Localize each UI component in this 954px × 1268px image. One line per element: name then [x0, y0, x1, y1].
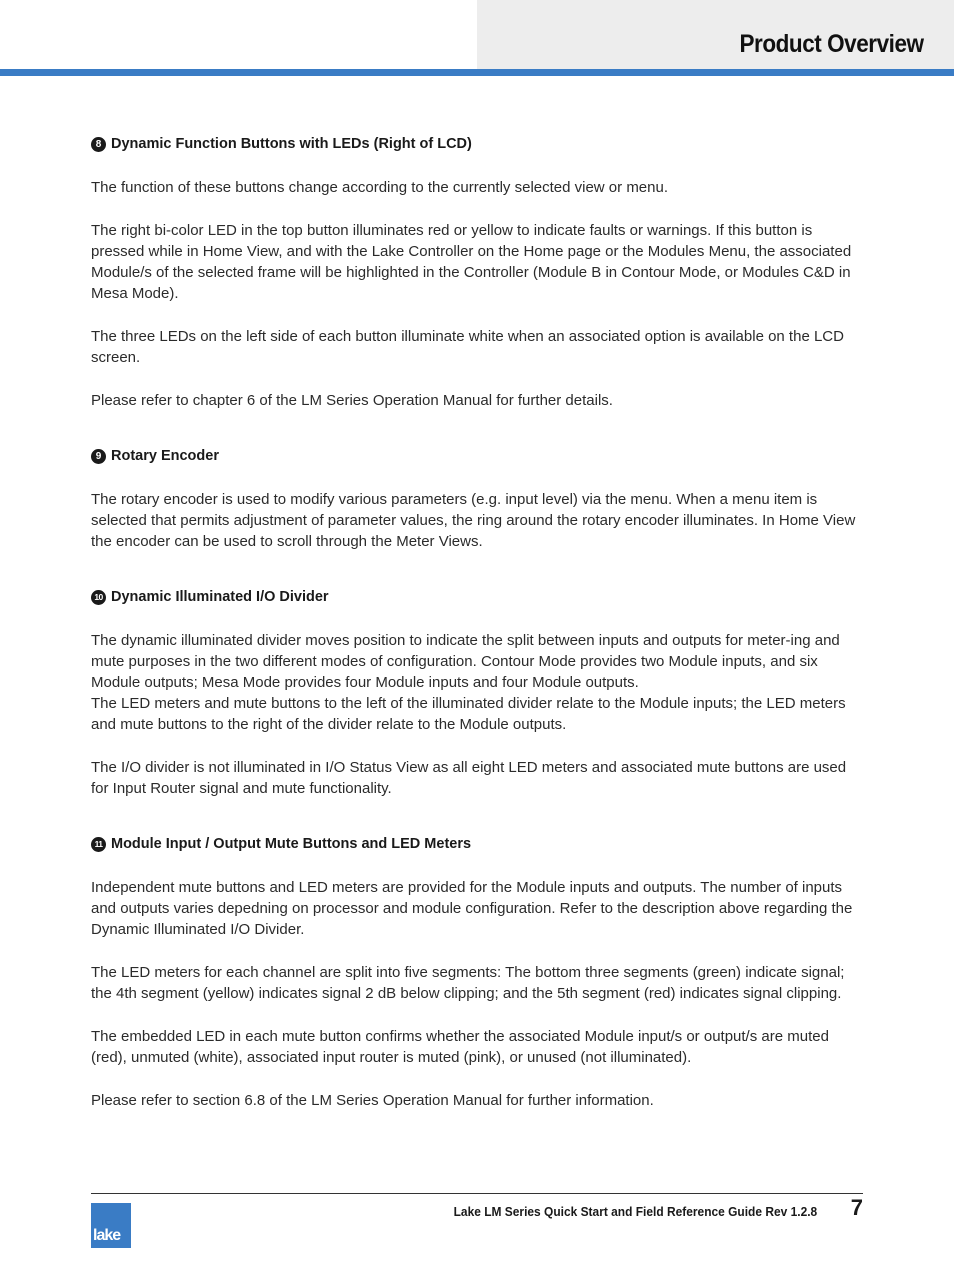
paragraph: The function of these buttons change according to the currently selected view or menu. [91, 179, 669, 196]
page-number: 7 [850, 1195, 863, 1220]
number-11-badge: 11 [91, 837, 106, 852]
main-content [91, 134, 863, 1146]
section-heading-text: Module Input / Output Mute Buttons and LED Meters [111, 836, 472, 852]
section-heading-text: Rotary Encoder [111, 448, 219, 464]
number-8-badge: 8 [91, 137, 106, 152]
paragraph: The I/O divider is not illuminated in I/O Status View as all eight LED meters and associated mute buttons are used for Input Router signal and mute functionality. [91, 759, 847, 797]
paragraph: Independent mute buttons and LED meters are provided for the Module inputs and outputs. The number of inputs and outputs varies depedning on processor and module configuration. Refer to the description above regarding the Dynamic Illuminated I/O Divider. [91, 879, 853, 938]
footer-rule [91, 1193, 863, 1194]
section-heading-text: Dynamic Function Buttons with LEDs (Right of LCD) [111, 136, 472, 152]
number-10-badge: 10 [91, 590, 106, 605]
logo-text: lake [93, 1227, 121, 1244]
paragraph: The rotary encoder is used to modify various parameters (e.g. input level) via the menu. When a menu item is selected that permits adjustment of parameter values, the ring around the rotary encoder illuminates. In Home View the encoder can be used to scroll through the Meter Views. [91, 491, 856, 550]
page-title: Product Overview [739, 30, 924, 58]
lake-logo [91, 1203, 131, 1248]
section-heading [91, 446, 863, 467]
section-heading [91, 587, 863, 608]
number-9-badge: 9 [91, 449, 106, 464]
paragraph: The dynamic illuminated divider moves position to indicate the split between inputs and outputs for meter-ing and mute purposes in the two different modes of configuration. Contour Mode provides two Module inputs, and six Module outputs; Mesa Mode provides four Module inputs and four Module outputs. [91, 632, 840, 691]
paragraph: Please refer to section 6.8 of the LM Series Operation Manual for further information. [91, 1092, 654, 1109]
section-heading [91, 834, 863, 855]
header-rule [0, 69, 954, 76]
section-rotary-encoder [91, 446, 863, 552]
paragraph: The LED meters for each channel are split into five segments: The bottom three segments (green) indicate signal; the 4th segment (yellow) indicates signal 2 dB below clipping; and the 5th segment (red) indicates signal clipping. [91, 964, 845, 1002]
paragraph: The three LEDs on the left side of each button illuminate white when an associated option is available on the LCD screen. [91, 328, 844, 366]
section-mute-buttons-led-meters [91, 834, 863, 1111]
paragraph: The LED meters and mute buttons to the left of the illuminated divider relate to the Module inputs; the LED meters and mute buttons to the right of the divider relate to the Module outputs. [91, 695, 846, 733]
section-io-divider [91, 587, 863, 799]
section-heading-text: Dynamic Illuminated I/O Divider [111, 589, 329, 605]
footer-guide-title: Lake LM Series Quick Start and Field Reference Guide Rev 1.2.8 [453, 1204, 817, 1219]
paragraph: The embedded LED in each mute button confirms whether the associated Module input/s or output/s are muted (red), unmuted (white), associated input router is muted (pink), or unused (not illuminated). [91, 1028, 829, 1066]
section-dynamic-function-buttons [91, 134, 863, 411]
paragraph: The right bi-color LED in the top button illuminates red or yellow to indicate faults or warnings. If this button is pressed while in Home View, and with the Lake Controller on the Home page or the Modules Menu, the associated Module/s of the selected frame will be highlighted in the Controller (Module B in Contour Mode, or Modules C&D in Mesa Mode). [91, 222, 852, 302]
paragraph: Please refer to chapter 6 of the LM Series Operation Manual for further details. [91, 392, 613, 409]
section-heading [91, 134, 863, 155]
